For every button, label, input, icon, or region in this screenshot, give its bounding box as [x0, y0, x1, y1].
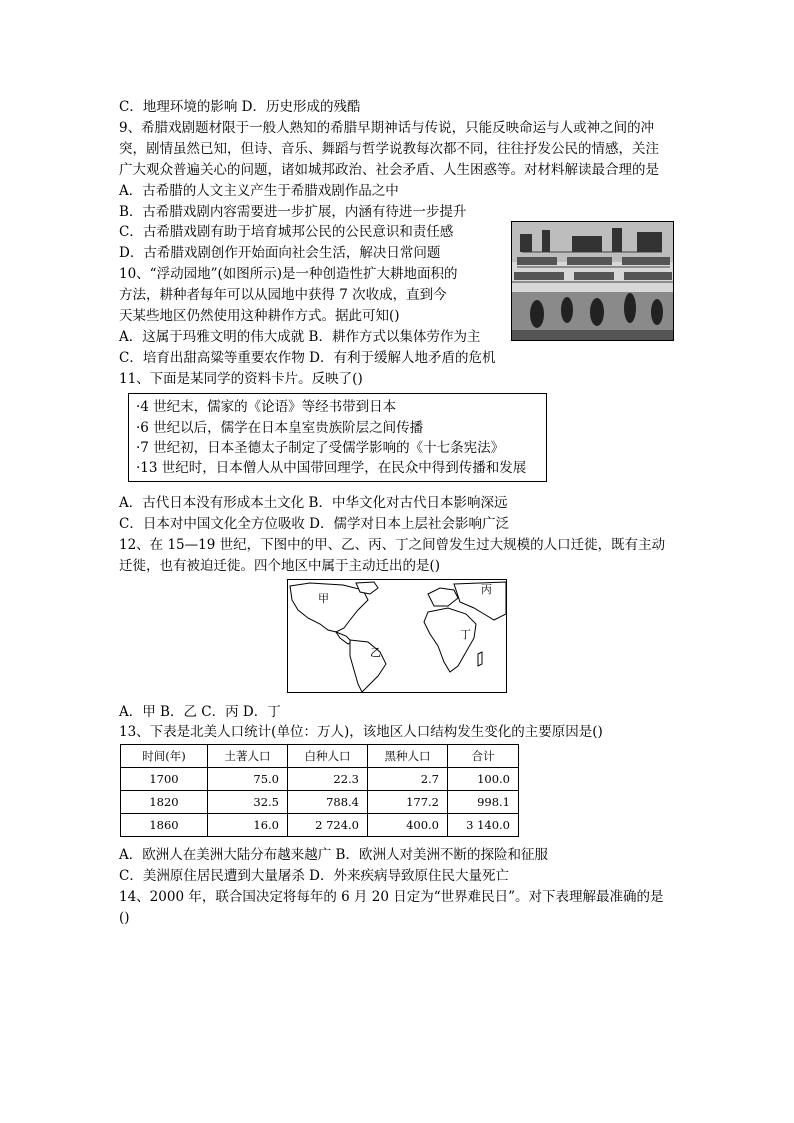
card-item: ·6 世纪以后，儒学在日本皇室贵族阶层之间传播: [136, 420, 424, 436]
q10-stem-line3: 天某些地区仍然使用这种耕作方式。据此可知(): [119, 308, 400, 324]
q12-stem-line2: 迁徙，也有被迫迁徙。四个地区中属于主动迁出的是(): [119, 558, 441, 574]
card-item: ·13 世纪时，日本僧人从中国带回理学，在民众中得到传播和发展: [136, 460, 527, 476]
resource-card: [128, 393, 547, 482]
table-cell: 400.0: [368, 814, 448, 837]
map-label-bing: 丙: [481, 583, 492, 596]
table-cell: 3 140.0: [448, 814, 519, 837]
table-header-row: [121, 745, 519, 768]
q14-stem-line2: (): [119, 910, 130, 926]
table-row: [121, 791, 519, 814]
map-label-jia: 甲: [318, 592, 329, 605]
europe-shape: [428, 588, 458, 606]
table-cell: 788.4: [288, 791, 368, 814]
q13-options-ab: A．欧洲人在美洲大陆分布越来越广 B．欧洲人对美洲不断的探险和征服: [119, 847, 548, 863]
table-cell: 2 724.0: [288, 814, 368, 837]
table-cell: 1700: [121, 768, 208, 791]
world-map: [287, 579, 507, 693]
q10-options-ab: A．这属于玛雅文明的伟大成就 B．耕作方式以集体劳作为主: [119, 329, 481, 345]
card-item: ·7 世纪初，日本圣德太子制定了受儒学影响的《十七条宪法》: [136, 440, 505, 456]
table-cell: 32.5: [208, 791, 288, 814]
q9-option-a: A．古希腊的人文主义产生于希腊戏剧作品之中: [119, 183, 399, 199]
q13-options-cd: C．美洲原住居民遭到大量屠杀 D．外来疾病导致原住民大量死亡: [119, 868, 509, 884]
header-cell: 合计: [448, 745, 519, 768]
table-cell: 100.0: [448, 768, 519, 791]
map-label-ding: 丁: [460, 628, 471, 641]
q9-stem-line2: 突，剧情虽然已知，但诗、音乐、舞蹈与哲学说教每次都不同，往往抒发公民的情感，关注: [119, 141, 659, 157]
q11-stem: 11、下面是某同学的资料卡片。反映了(): [119, 371, 363, 387]
q10-stem-line1: 10、“浮动园地”(如图所示)是一种创造性扩大耕地面积的: [119, 266, 458, 282]
q9-stem-line1: 9、希腊戏剧题材限于一般人熟知的希腊早期神话与传说，只能反映命运与人或神之间的冲: [119, 120, 655, 136]
madagascar-shape: [478, 652, 482, 666]
q11-options-ab: A．古代日本没有形成本土文化 B．中华文化对古代日本影响深远: [119, 495, 508, 511]
header-cell: 时间(年): [121, 745, 208, 768]
q11-options-cd: C．日本对中国文化全方位吸收 D．儒学对日本上层社会影响广泛: [119, 516, 509, 532]
table-cell: 1820: [121, 791, 208, 814]
q10-stem-line2: 方法，耕种者每年可以从园地中获得 7 次收成，直到今: [119, 287, 447, 303]
table-cell: 177.2: [368, 791, 448, 814]
table-row: [121, 814, 519, 837]
header-cell: 白种人口: [288, 745, 368, 768]
table-cell: 998.1: [448, 791, 519, 814]
north-america-shape: [290, 583, 368, 632]
q8-options-cd: C．地理环境的影响 D．历史形成的残酷: [119, 99, 361, 115]
table-cell: 2.7: [368, 768, 448, 791]
table-cell: 75.0: [208, 768, 288, 791]
q12-stem-line1: 12、在 15—19 世纪，下图中的甲、乙、丙、丁之间曾发生过大规模的人口迁徙，既有主动: [119, 537, 666, 553]
q9-option-c: C．古希腊戏剧有助于培育城邦公民的公民意识和责任感: [119, 224, 454, 240]
table-cell: 16.0: [208, 814, 288, 837]
header-cell: 土著人口: [208, 745, 288, 768]
q9-option-b: B．古希腊戏剧内容需要进一步扩展，内涵有待进一步提升: [119, 204, 467, 220]
card-item: ·4 世纪末，儒家的《论语》等经书带到日本: [136, 399, 397, 415]
table-cell: 1860: [121, 814, 208, 837]
q9-option-d: D．古希腊戏剧创作开始面向社会生活，解决日常问题: [119, 245, 441, 261]
map-label-yi: 乙: [370, 646, 381, 659]
q13-stem: 13、下表是北美人口统计(单位：万人)，该地区人口结构发生变化的主要原因是(): [119, 724, 603, 740]
header-cell: 黑种人口: [368, 745, 448, 768]
floating-garden-image: [511, 221, 674, 341]
q10-options-cd: C．培育出甜高粱等重要农作物 D．有利于缓解人地矛盾的危机: [119, 350, 496, 366]
table-row: [121, 768, 519, 791]
q14-stem-line1: 14、2000 年，联合国决定将每年的 6 月 20 日定为“世界难民日”。对下表理解最准确的是: [119, 889, 664, 905]
table-cell: 22.3: [288, 768, 368, 791]
population-table: [120, 744, 519, 837]
q12-options: A．甲 B．乙 C．丙 D．丁: [119, 704, 281, 720]
q9-stem-line3: 广大观众普遍关心的问题，诸如城邦政治、社会矛盾、人生困惑等。对材料解读最合理的是: [119, 162, 659, 178]
